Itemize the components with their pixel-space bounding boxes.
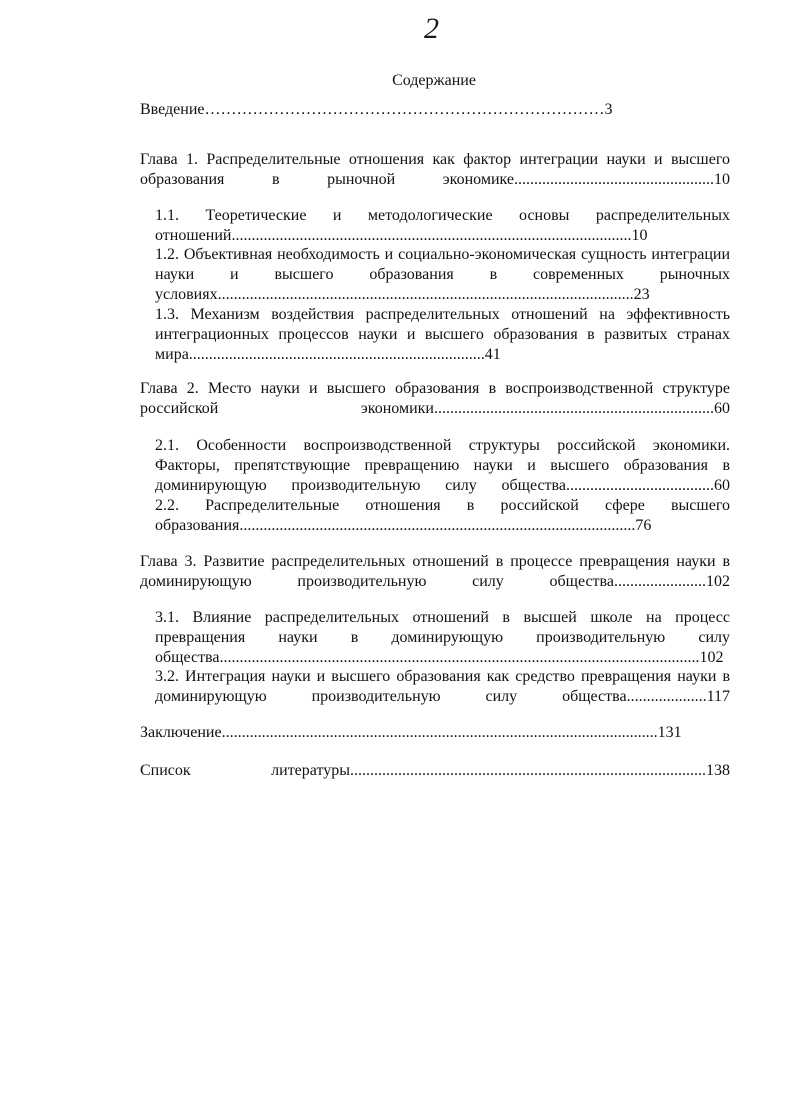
toc-entry-page: 60 [714,400,730,417]
toc-entry-page: 3 [604,101,613,118]
toc-entry-section-2-1[interactable] [155,436,730,496]
toc-entry-page: 76 [635,517,652,534]
toc-entry-section-1-3[interactable] [155,305,730,365]
toc-entry-text: Заключение [140,724,222,741]
toc-entry-page: 41 [484,346,501,363]
toc-entry-page: 102 [706,573,730,590]
toc-entry-text: Введение [140,101,205,118]
toc-entry-dots: ...................................................................... [434,400,714,417]
toc-entry-text: 1.1. Теоретические и методологические основы распределительных отношений [155,207,730,244]
toc-entry-section-3-2[interactable] [155,667,730,707]
toc-entry-page: 102 [699,649,724,666]
toc-entry-section-1-1[interactable] [155,206,730,246]
toc-entry-text: 1.3. Механизм воздействия распределительных отношений на эффективность интеграционных процессов науки и высшего образования в развитых странах мира [155,306,730,363]
toc-entry-dots: ....................... [614,573,706,590]
toc-entry-bibliography[interactable] [140,761,730,781]
toc-entry-chapter-2[interactable] [140,379,730,419]
toc-entry-text: 3.2. Интеграция науки и высшего образования как средство превращения науки в доминирующую производительную силу общества [155,668,730,705]
toc-entry-dots: ..................................... [566,477,714,494]
toc-entry-text: 1.2. Объективная необходимость и социально-экономическая сущность интеграции науки и высшего образования в современных рыночных условиях [155,246,730,303]
page-number: 2 [424,12,439,45]
toc-entry-text: 3.1. Влияние распределительных отношений в высшей школе на процесс превращения науки в доминирующую производительную силу общества [155,609,730,666]
toc-entry-section-2-2[interactable] [155,496,730,536]
toc-entry-section-1-2[interactable] [155,245,730,305]
toc-entry-chapter-3[interactable] [140,552,730,592]
toc-entry-page: 131 [657,724,682,741]
toc-title: Содержание [392,72,476,89]
toc-entry-page: 60 [714,477,730,494]
toc-entry-page: 10 [714,171,730,188]
toc-entry-text: 2.2. Распределительные отношения в российской сфере высшего образования [155,497,730,534]
toc-entry-chapter-1[interactable] [140,150,730,190]
toc-entry-text: 2.1. Особенности воспроизводственной структуры российской экономики. Факторы, препятствующие превращению науки и высшего образования в доминирующую производительную силу общества [155,437,730,494]
toc-entry-dots: ................................................................................................... [239,517,636,534]
toc-entry-dots: .................... [626,688,707,705]
toc-entry-page: 10 [631,227,648,244]
toc-entry-section-3-1[interactable] [155,608,730,668]
toc-entry-dots: ........................................................................................................ [217,286,634,303]
toc-entry-page: 23 [633,286,650,303]
toc-entry-text: Глава 2. Место науки и высшего образования в воспроизводственной структуре российской экономики [140,380,730,417]
toc-entry-introduction[interactable] [140,100,730,120]
toc-entry-dots: ......................................................................................... [350,762,706,779]
toc-entry-page: 117 [706,688,730,705]
toc-entry-text: Глава 1. Распределительные отношения как фактор интеграции науки и высшего образования в рыночной экономике [140,151,730,188]
toc-entry-text: Список литературы [140,762,350,779]
toc-entry-dots: ………………………………………………………………… [204,101,605,118]
toc-entry-dots: ............................................................................................................. [221,724,658,741]
toc-entry-dots: ........................................................................................................................ [219,649,700,666]
toc-entry-dots: .................................................................................................... [231,227,632,244]
toc-entry-dots: .......................................................................... [188,346,485,363]
toc-entry-page: 138 [706,762,730,779]
toc-entry-conclusion[interactable] [140,723,730,743]
toc-entry-dots: .................................................. [514,171,714,188]
toc-entry-text: Глава 3. Развитие распределительных отношений в процессе превращения науки в доминирующую производительную силу общества [140,553,730,590]
